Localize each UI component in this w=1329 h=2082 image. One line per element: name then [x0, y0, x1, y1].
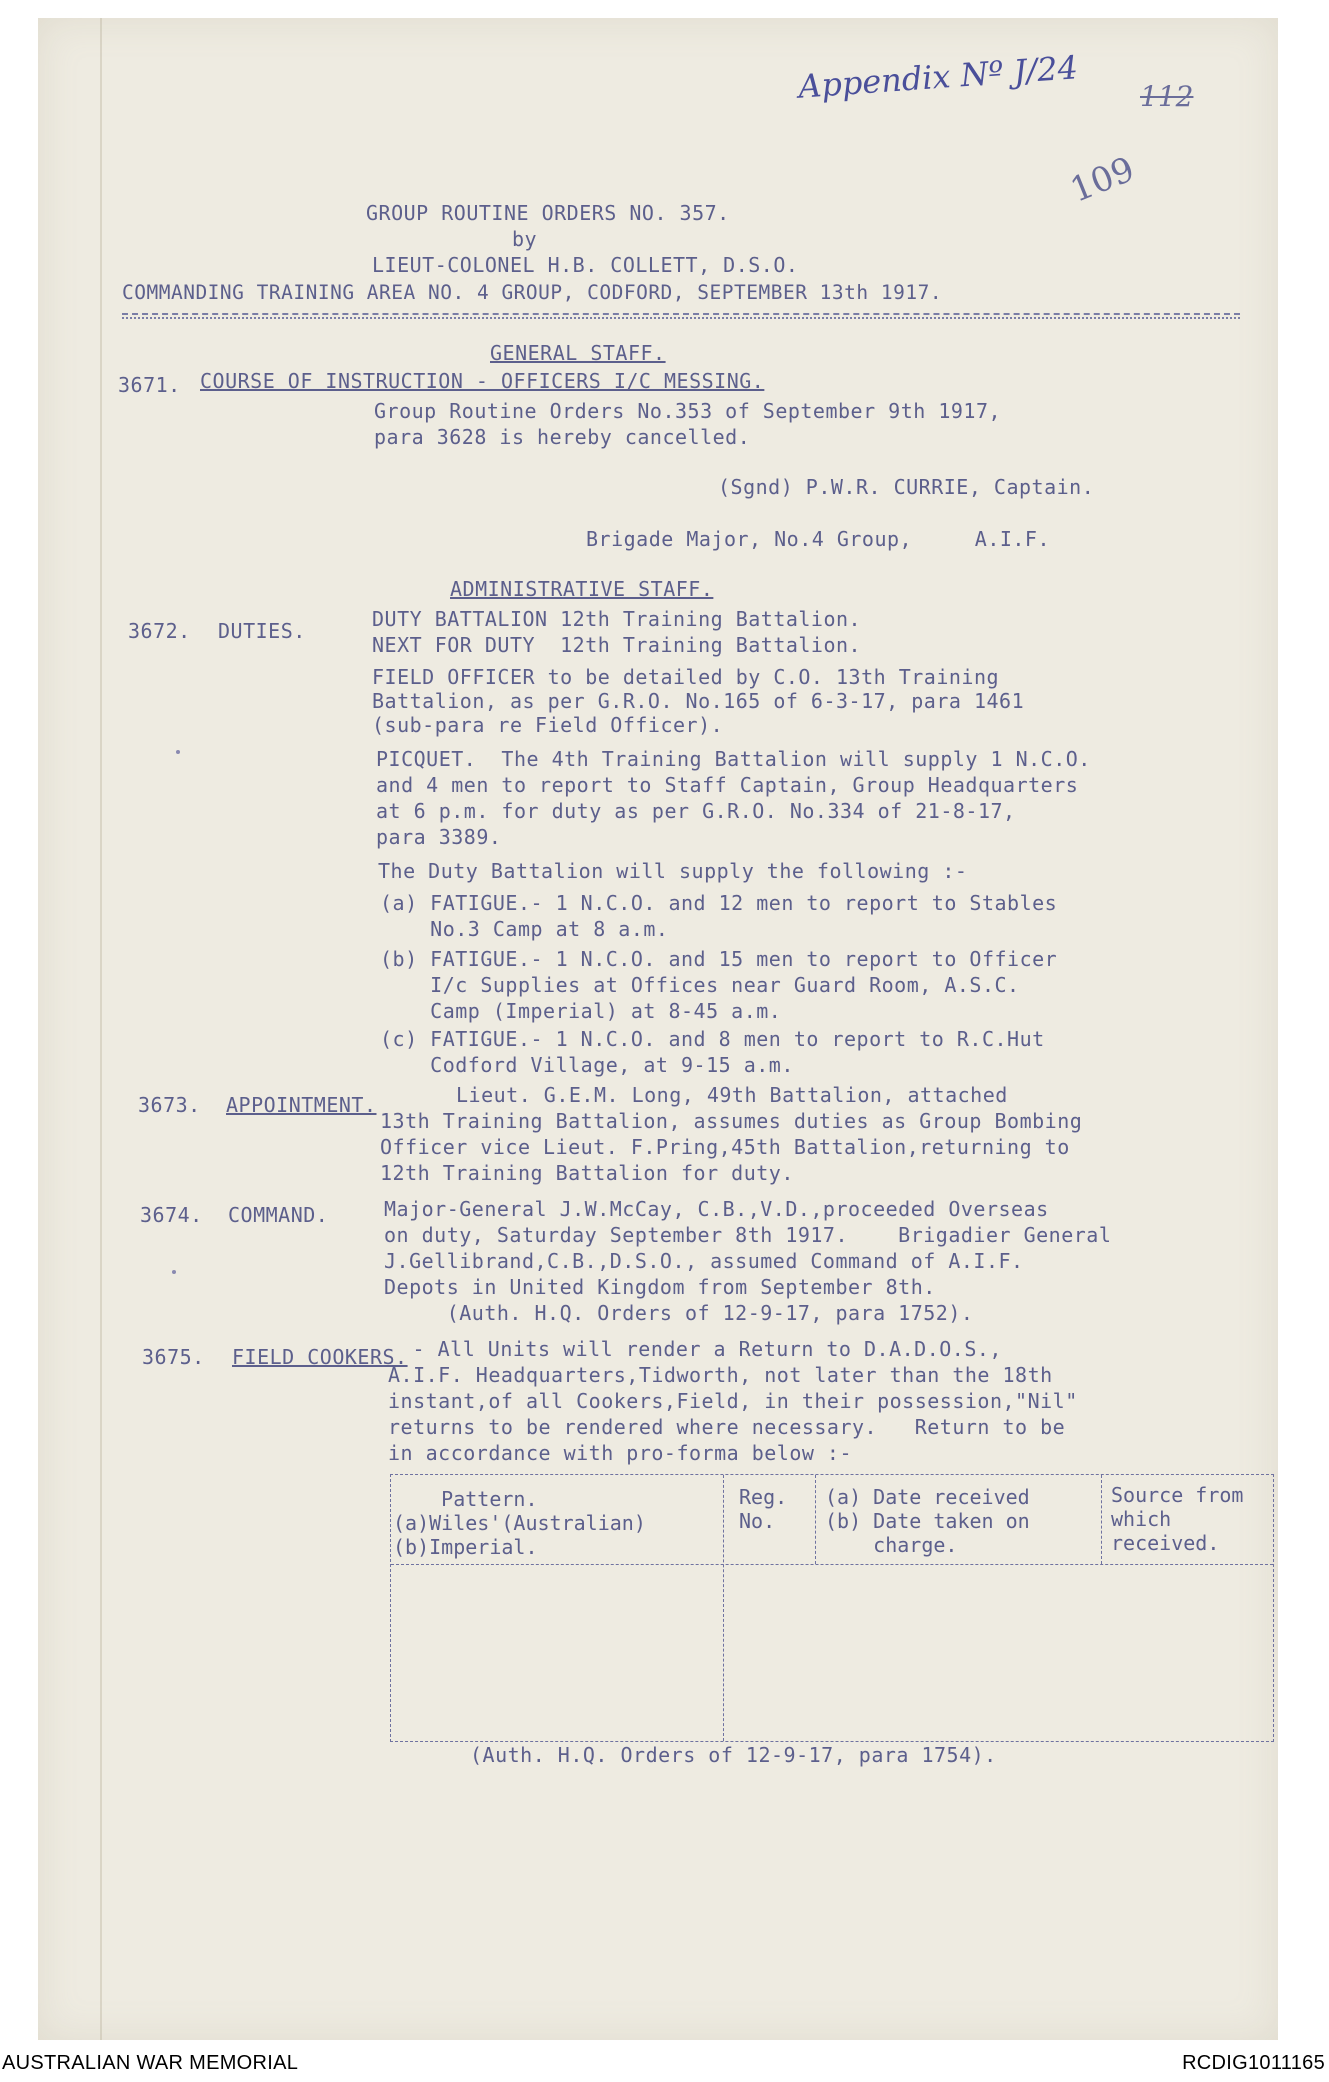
record-id: RCDIG1011165 [1182, 2052, 1325, 2074]
appointment-line: 12th Training Battalion for duty. [380, 1161, 794, 1185]
order-author: LIEUT-COLONEL H.B. COLLETT, D.S.O. [372, 253, 799, 277]
item-title: FIELD COOKERS. [232, 1345, 408, 1369]
field-cookers-line: instant,of all Cookers,Field, in their possession,"Nil" [388, 1389, 1078, 1413]
command-line: Major-General J.W.McCay, C.B.,V.D.,proceeded Overseas [384, 1197, 1049, 1221]
field-cookers-line: A.I.F. Headquarters,Tidworth, not later than the 18th [388, 1363, 1053, 1387]
item-number: 3673. [138, 1093, 201, 1117]
signature-role: Brigade Major, No.4 Group, A.I.F. [586, 527, 1051, 551]
order-command: COMMANDING TRAINING AREA NO. 4 GROUP, CODFORD, SEPTEMBER 13th 1917. [122, 281, 943, 304]
appointment-line: 13th Training Battalion, assumes duties as Group Bombing [380, 1109, 1083, 1133]
command-line: (Auth. H.Q. Orders of 12-9-17, para 1752). [384, 1301, 974, 1325]
item-number: 3674. [140, 1203, 203, 1227]
authority-note: (Auth. H.Q. Orders of 12-9-17, para 1754). [470, 1743, 997, 1767]
command-line: J.Gellibrand,C.B.,D.S.O., assumed Command of A.I.F. [384, 1249, 1024, 1273]
item-number: 3672. [128, 619, 191, 643]
duties-line: I/c Supplies at Offices near Guard Room, A.S.C. [380, 973, 1020, 997]
duties-line: The Duty Battalion will supply the following :- [378, 859, 968, 883]
duties-line: No.3 Camp at 8 a.m. [380, 917, 669, 941]
item-title: DUTIES. [218, 619, 306, 643]
table-header-pattern: (b)Imperial. [393, 1535, 538, 1559]
table-header-reg: No. [739, 1509, 776, 1533]
table-header-source: which [1111, 1507, 1172, 1531]
duties-line: DUTY BATTALION 12th Training Battalion. [372, 607, 862, 631]
item-title: APPOINTMENT. [226, 1093, 377, 1117]
item-body-line: para 3628 is hereby cancelled. [374, 425, 751, 449]
table-divider [815, 1475, 816, 1564]
administrative-staff-heading: ADMINISTRATIVE STAFF. [450, 577, 714, 601]
duties-line: Battalion, as per G.R.O. No.165 of 6-3-17, para 1461 [372, 689, 1025, 713]
margin-mark [172, 1270, 176, 1274]
order-by: by [512, 227, 538, 251]
general-staff-heading: GENERAL STAFF. [490, 341, 666, 365]
duties-line: Camp (Imperial) at 8-45 a.m. [380, 999, 782, 1023]
header-rule [122, 317, 1240, 319]
field-cookers-line: in accordance with pro-forma below :- [388, 1441, 853, 1465]
duties-line: FIELD OFFICER to be detailed by C.O. 13th Training [372, 665, 1000, 689]
item-title: COMMAND. [228, 1203, 329, 1227]
command-line: on duty, Saturday September 8th 1917. Brigadier General [384, 1223, 1112, 1247]
duties-line: (a) FATIGUE.- 1 N.C.O. and 12 men to report to Stables [380, 891, 1058, 915]
item-number: 3671. [118, 373, 181, 397]
field-cookers-line: returns to be rendered where necessary. Return to be [388, 1415, 1066, 1439]
duties-line: NEXT FOR DUTY 12th Training Battalion. [372, 633, 862, 657]
duties-line: PICQUET. The 4th Training Battalion will supply 1 N.C.O. [376, 747, 1091, 771]
table-header-pattern: Pattern. [393, 1487, 538, 1511]
duties-line: para 3389. [376, 825, 502, 849]
appointment-line: Lieut. G.E.M. Long, 49th Battalion, attached [456, 1083, 1008, 1107]
item-body-line: Group Routine Orders No.353 of September 9th 1917, [374, 399, 1002, 423]
header-rule [122, 313, 1240, 315]
margin-mark [176, 750, 180, 754]
item-number: 3675. [142, 1345, 205, 1369]
field-cookers-line: - All Units will render a Return to D.A.D.O.S., [400, 1337, 1002, 1361]
duties-line: (c) FATIGUE.- 1 N.C.O. and 8 men to report to R.C.Hut [380, 1027, 1045, 1051]
appointment-line: Officer vice Lieut. F.Pring,45th Battalion,returning to [380, 1135, 1070, 1159]
table-divider [1101, 1475, 1102, 1564]
table-header-date: charge. [825, 1533, 958, 1557]
table-header-source: Source from [1111, 1483, 1244, 1507]
duties-line: (b) FATIGUE.- 1 N.C.O. and 15 men to report to Officer [380, 947, 1058, 971]
struck-number: 112 [1140, 80, 1194, 113]
table-divider [723, 1475, 724, 1741]
duties-line: and 4 men to report to Staff Captain, Group Headquarters [376, 773, 1079, 797]
order-title: GROUP ROUTINE ORDERS NO. 357. [366, 201, 730, 225]
table-header-source: received. [1111, 1531, 1220, 1555]
pro-forma-table [390, 1474, 1274, 1742]
duties-line: at 6 p.m. for duty as per G.R.O. No.334 of 21-8-17, [376, 799, 1016, 823]
table-header-pattern: (a)Wiles'(Australian) [393, 1511, 646, 1535]
signature: (Sgnd) P.W.R. CURRIE, Captain. [718, 475, 1095, 499]
page-fold-line [100, 18, 102, 2040]
item-title: COURSE OF INSTRUCTION - OFFICERS I/C MESSING. [200, 369, 765, 393]
table-header-reg: Reg. [739, 1485, 788, 1509]
table-divider [391, 1564, 1273, 1565]
duties-line: Codford Village, at 9-15 a.m. [380, 1053, 794, 1077]
duties-line: (sub-para re Field Officer). [372, 713, 724, 737]
folio-number: 109 [1064, 149, 1141, 211]
table-header-date: (a) Date received [825, 1485, 1030, 1509]
archive-credit: AUSTRALIAN WAR MEMORIAL [2, 2052, 299, 2074]
table-header-date: (b) Date taken on [825, 1509, 1030, 1533]
appendix-number: Appendix Nº J/24 [797, 48, 1080, 106]
command-line: Depots in United Kingdom from September 8th. [384, 1275, 936, 1299]
